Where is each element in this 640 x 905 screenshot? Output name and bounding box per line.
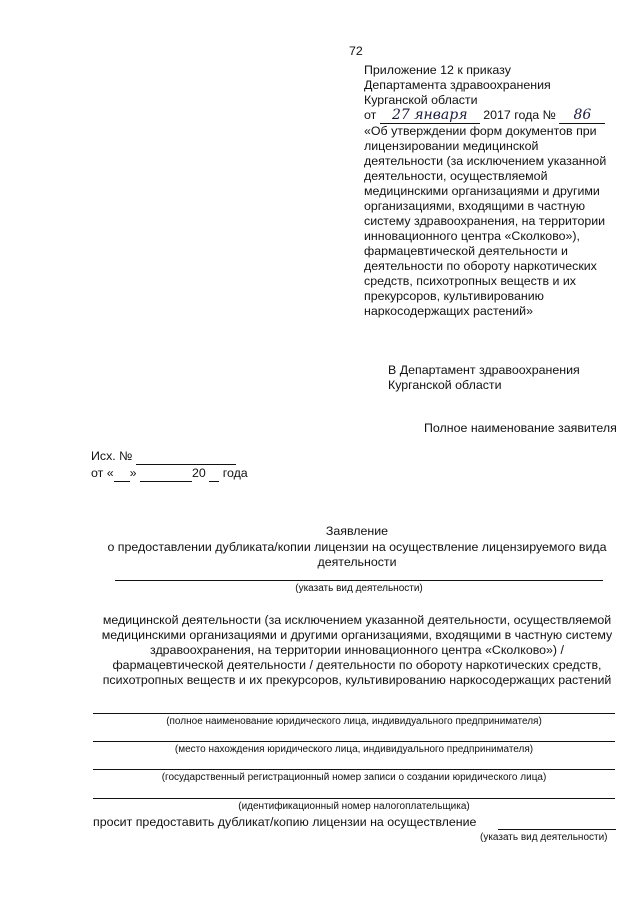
appendix-title-line: деятельности по обороту наркотических [364, 259, 597, 273]
addressee [388, 363, 580, 393]
appendix-line-1: Приложение 12 к приказу [364, 63, 511, 77]
addressee-line-2: Курганской области [388, 378, 502, 392]
activity-rule [115, 580, 603, 581]
appendix-number-field [559, 108, 605, 124]
appendix-title-line: наркосодержащих растений» [364, 304, 533, 318]
appendix-title-line: инновационного центра «Сколково»), [364, 229, 580, 243]
registration-rule [93, 769, 615, 770]
handwritten-number: 86 [573, 107, 592, 123]
appendix-title-line: деятельности, осуществляемой [364, 169, 548, 183]
statement-subtitle-line-2: деятельности [317, 555, 397, 569]
outgoing-year-suffix: года [222, 466, 248, 480]
inn-caption: (идентификационный номер налогоплательщика) [238, 801, 470, 812]
statement-subtitle [0, 540, 640, 570]
request-text: просит предоставить дубликат/копию лицензии на осуществление [93, 815, 477, 829]
legal-name-caption: (полное наименование юридического лица, индивидуального предпринимателя) [166, 716, 542, 727]
appendix-title-line: средств, психотропных веществ и их [364, 274, 576, 288]
appendix-title-line: прекурсоров, культивированию [364, 289, 544, 303]
activity-line: психотропных веществ и их прекурсоров, культивированию наркосодержащих растений [102, 673, 612, 687]
page-number: 72 [349, 44, 363, 58]
activity-line: медицинскими организациями и другими организациями, входящими в частную систему [101, 628, 613, 642]
handwritten-date: 27 января [392, 107, 468, 123]
applicant-label: Полное наименование заявителя [424, 421, 617, 435]
appendix-title-line: «Об утверждении форм документов при [364, 124, 597, 138]
appendix-line-3: Курганской области [364, 93, 478, 107]
appendix-date-prefix: от [364, 108, 377, 122]
outgoing-date-mid: » [129, 466, 137, 480]
activity-caption: (указать вид деятельности) [295, 583, 423, 594]
outgoing-date [91, 466, 248, 482]
appendix-title-line: организациями, входящими в частную [364, 199, 586, 213]
appendix-title-line: фармацевтической деятельности и [364, 244, 568, 258]
outgoing-year-label: 20 [192, 466, 206, 480]
outgoing-year-field [209, 466, 219, 482]
appendix-title-line: лицензировании медицинской [364, 139, 539, 153]
appendix-date-field [380, 108, 480, 124]
registration-caption: (государственный регистрационный номер записи о создании юридического лица) [161, 772, 547, 783]
appendix-date-line [364, 108, 606, 124]
appendix-title-line: систему здравоохранения, на территории [364, 214, 606, 228]
request-rule [498, 829, 616, 830]
outgoing-number [91, 449, 236, 465]
activity-line: фармацевтической деятельности / деятельности по обороту наркотических средств, [112, 658, 602, 672]
outgoing-number-label: Исх. № [91, 449, 133, 463]
outgoing-month-field [140, 466, 192, 482]
location-caption: (место нахождения юридического лица, индивидуального предпринимателя) [174, 744, 534, 755]
statement-title: Заявление [325, 524, 389, 538]
statement-subtitle-line-1: о предоставлении дубликата/копии лицензии на осуществление лицензируемого вида [107, 540, 607, 554]
request-caption: (указать вид деятельности) [480, 832, 608, 843]
inn-rule [93, 798, 615, 799]
activity-description [0, 613, 640, 688]
location-rule [93, 741, 615, 742]
appendix-block [364, 63, 606, 319]
legal-name-rule [93, 713, 615, 714]
appendix-title-line: деятельности (за исключением указанной [364, 154, 607, 168]
addressee-line-1: В Департамент здравоохранения [388, 363, 580, 377]
outgoing-date-prefix: от « [91, 466, 114, 480]
appendix-line-2: Департамента здравоохранения [364, 78, 551, 92]
appendix-year-text: 2017 года № [483, 108, 556, 122]
activity-line: медицинской деятельности (за исключением указанной деятельности, осуществляемой [102, 613, 612, 627]
outgoing-number-field [136, 449, 236, 465]
activity-line: здравоохранения, на территории инновационного центра «Сколково») / [150, 643, 564, 657]
outgoing-day-field [114, 466, 130, 482]
appendix-title-line: медицинскими организациями и другими [364, 184, 600, 198]
